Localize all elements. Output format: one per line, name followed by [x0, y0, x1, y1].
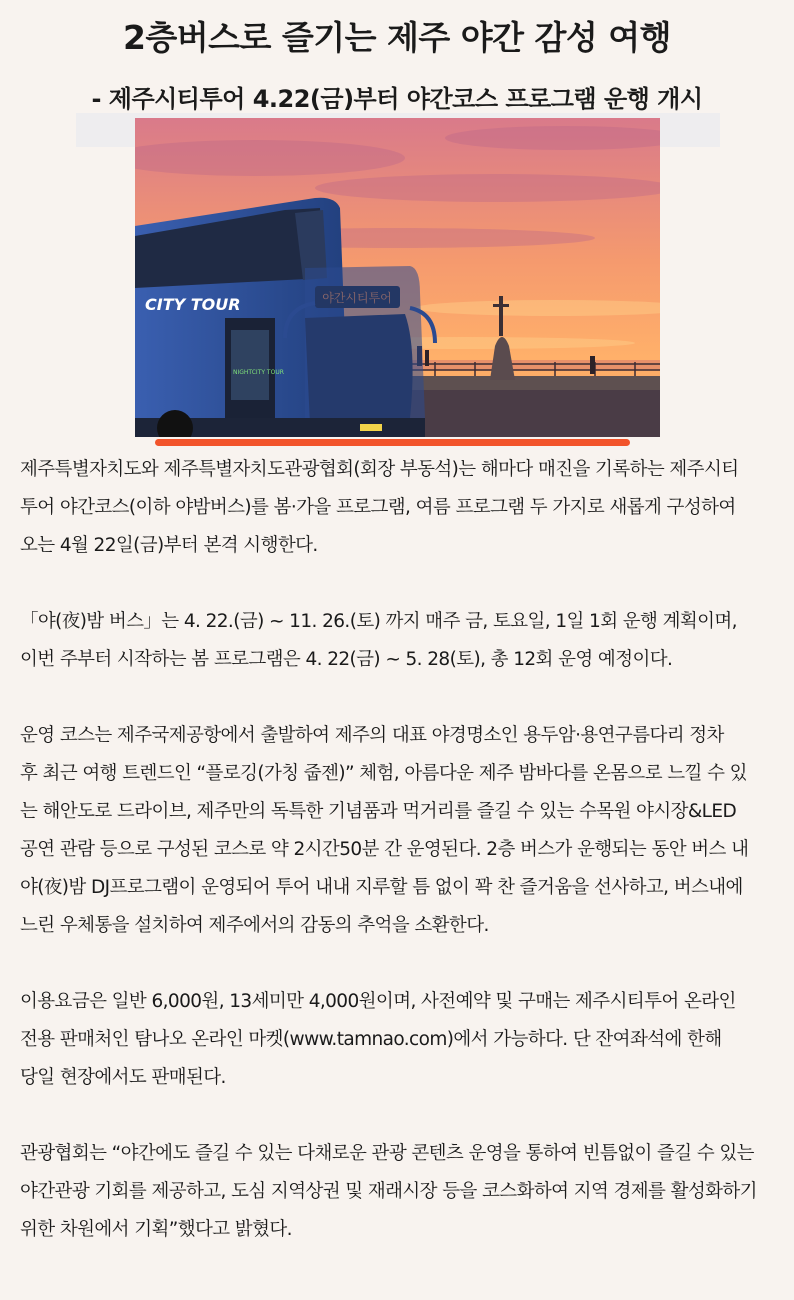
article-photo: [135, 118, 660, 437]
text-line: 후 최근 여행 트렌드인 “플로깅(가칭 줍젠)” 체험, 아름다운 제주 밤바다를 온몸으로 느낄 수 있: [20, 763, 747, 784]
paragraph-schedule: [20, 603, 780, 679]
paragraph-quote: [20, 1135, 780, 1249]
photo-underline-accent: [155, 439, 630, 446]
text-line: 위한 차원에서 기획”했다고 밝혔다.: [20, 1219, 292, 1240]
text-line: 느린 우체통을 설치하여 제주에서의 감동의 추억을 소환한다.: [20, 915, 489, 936]
text-line: 이번 주부터 시작하는 봄 프로그램은 4. 22(금) ~ 5. 28(토), 총 12회 운영 예정이다.: [20, 649, 673, 670]
text-line: 이용요금은 일반 6,000원, 13세미만 4,000원이며, 사전예약 및 구매는 제주시티투어 온라인: [20, 991, 736, 1012]
bus-side-text: CITY TOUR: [145, 295, 241, 314]
text-line: 투어 야간코스(이하 야밤버스)를 봄·가을 프로그램, 여름 프로그램 두 가지로 새롭게 구성하여: [20, 497, 736, 518]
text-line: 야(夜)밤 DJ프로그램이 운영되어 투어 내내 지루할 틈 없이 꽉 찬 즐거움을 선사하고, 버스내에: [20, 877, 743, 898]
article-body: [20, 451, 780, 1249]
paragraph-intro: [20, 451, 780, 565]
text-line: 당일 현장에서도 판매된다.: [20, 1067, 226, 1088]
text-line: 전용 판매처인 탐나오 온라인 마켓(www.tamnao.com)에서 가능하다. 단 잔여좌석에 한해: [20, 1029, 722, 1050]
text-line: 제주특별자치도와 제주특별자치도관광협회(회장 부동석)는 해마다 매진을 기록하는 제주시티: [20, 459, 739, 480]
text-line: 오는 4월 22일(금)부터 본격 시행한다.: [20, 535, 318, 556]
text-line: 「야(夜)밤 버스」는 4. 22.(금) ~ 11. 26.(토) 까지 매주 금, 토요일, 1일 1회 운행 계획이며,: [20, 611, 737, 632]
paragraph-pricing: [20, 983, 780, 1097]
article-subtitle: - 제주시티투어 4.22(금)부터 야간코스 프로그램 운행 개시: [91, 85, 703, 113]
license-plate: [360, 424, 382, 431]
text-line: 는 해안도로 드라이브, 제주만의 독특한 기념품과 먹거리를 즐길 수 있는 수목원 야시장&LED: [20, 801, 737, 822]
paragraph-course: [20, 717, 780, 945]
text-line: 관광협회는 “야간에도 즐길 수 있는 다채로운 관광 콘텐츠 운영을 통하여 빈틈없이 즐길 수 있는: [20, 1143, 754, 1164]
article-title: 2층버스로 즐기는 제주 야간 감성 여행: [122, 18, 672, 57]
text-line: 운영 코스는 제주국제공항에서 출발하여 제주의 대표 야경명소인 용두암·용연구름다리 정차: [20, 725, 724, 746]
sea: [405, 360, 660, 370]
door-text: NIGHTCITY TOUR: [233, 369, 284, 376]
night-bus-sunset-illustration: [135, 118, 660, 437]
text-line: 야간관광 기회를 제공하고, 도심 지역상권 및 재래시장 등을 코스화하여 지역 경제를 활성화하기: [20, 1181, 757, 1202]
text-line: 공연 관람 등으로 구성된 코스로 약 2시간50분 간 운영된다. 2층 버스가 운행되는 동안 버스 내: [20, 839, 749, 860]
